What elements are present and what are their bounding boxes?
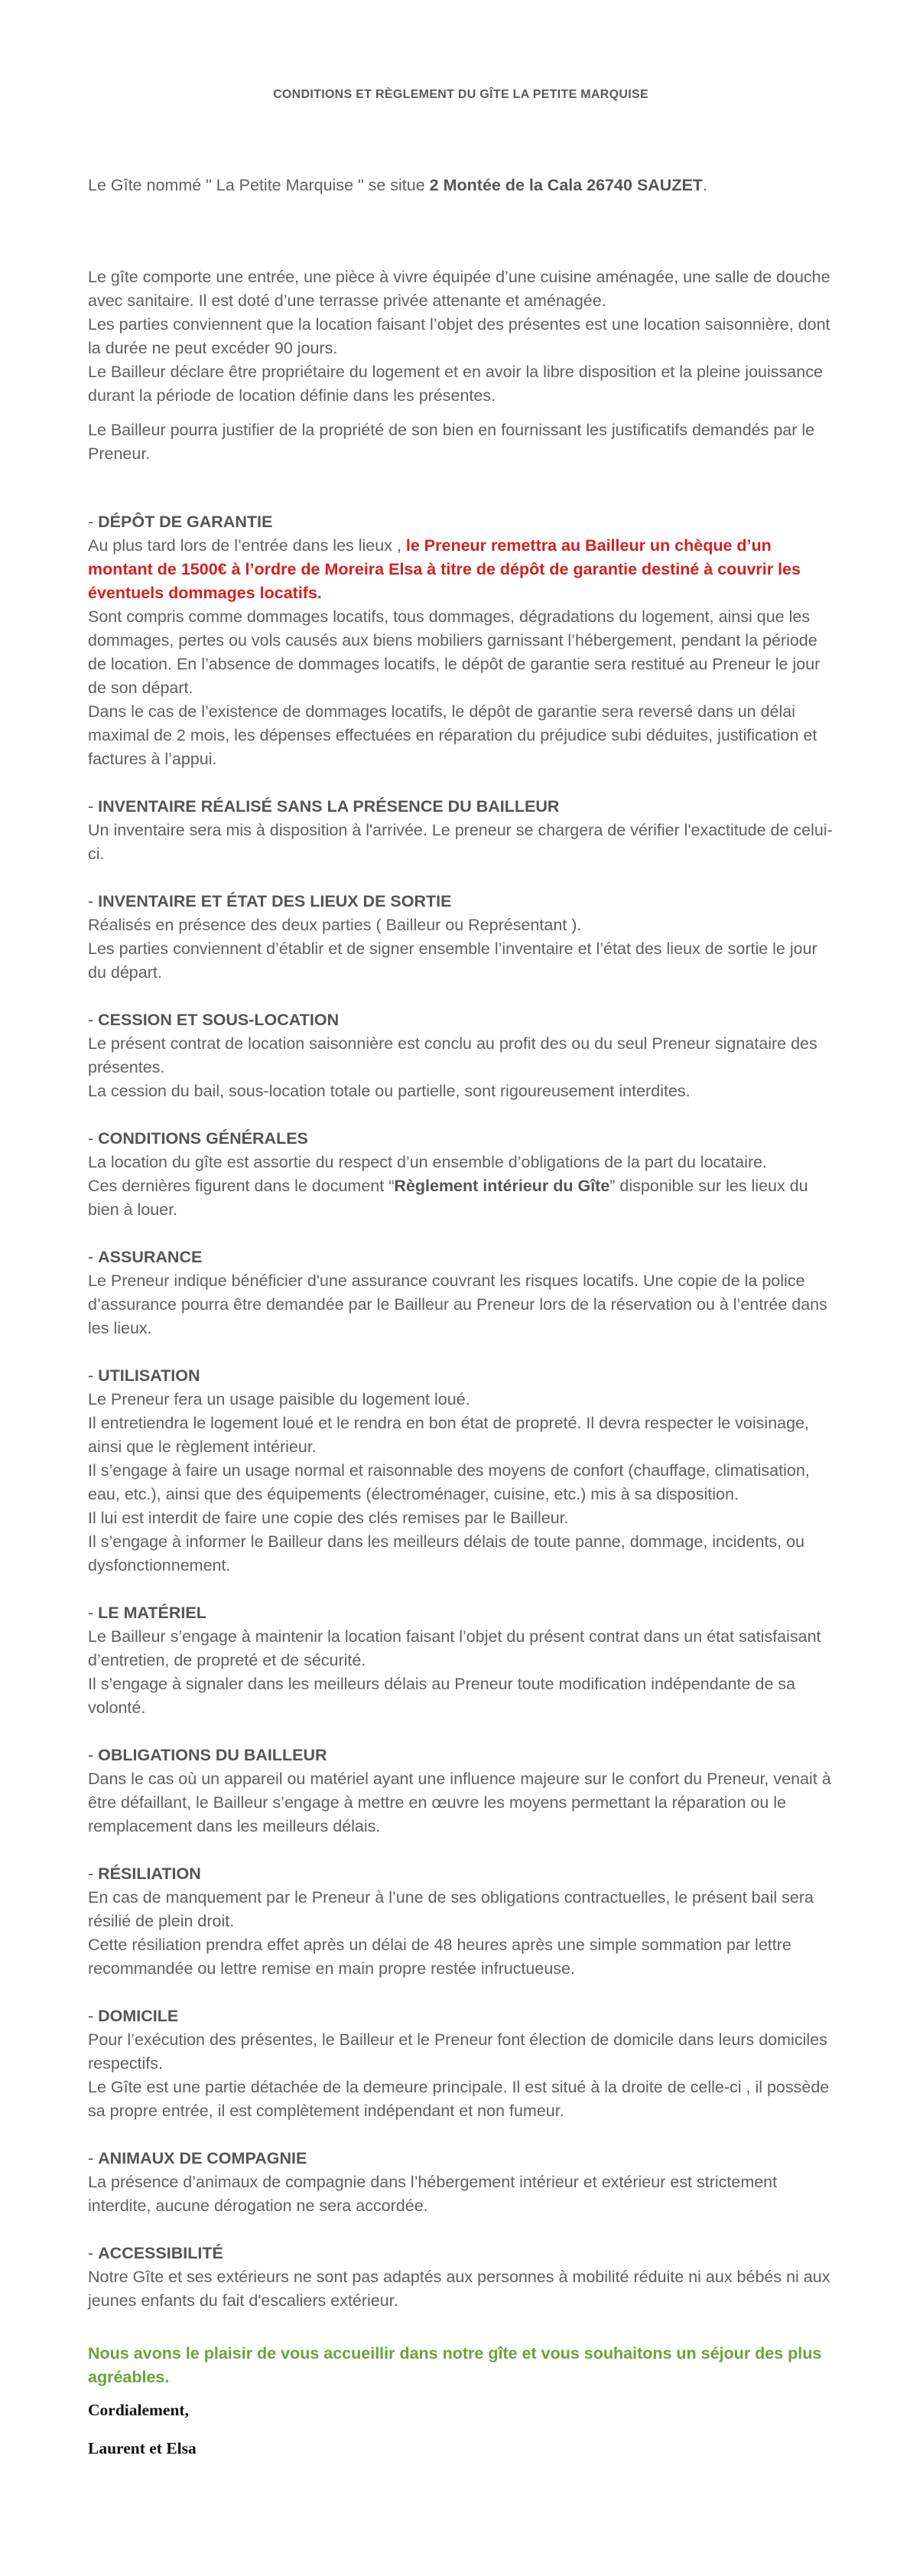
section-text: Dans le cas de l’existence de dommages locatifs, le dépôt de garantie sera reversé dans un délai maximal de 2 mois, les dépenses effectuées en réparation du préjudice subi déduites, justification et factures à l’appui. (88, 702, 817, 768)
section-equipment (88, 1601, 834, 1720)
section-termination (88, 1862, 834, 1981)
section-text: Les parties conviennent d’établir et de signer ensemble l’inventaire et l’état des lieux de sortie le jour du départ. (88, 940, 817, 982)
section-text: Pour l’exécution des présentes, le Bailleur et le Preneur font élection de domicile dans leurs domiciles respectifs. (88, 2031, 827, 2073)
section-pets (88, 2147, 834, 2218)
section-title: - DÉPÔT DE GARANTIE (88, 513, 273, 531)
ownership-proof-paragraph (88, 418, 834, 466)
section-landlord-obligations (88, 1744, 834, 1838)
sections (88, 510, 834, 2337)
section-text: Le Preneur indique bénéficier d'une assurance couvrant les risques locatifs. Une copie de la police d’assurance pourra être demandée par le Bailleur au Preneur lors de la réservation ou à l’entrée dans les lieux. (88, 1272, 827, 1337)
description-line: Les parties conviennent que la location faisant l’objet des présentes est une location saisonnière, dont la durée ne peut excéder 90 jours. (88, 315, 830, 357)
section-title: - INVENTAIRE ET ÉTAT DES LIEUX DE SORTIE (88, 892, 452, 910)
intro-text: Le Gîte nommé " La Petite Marquise " se situe (88, 176, 430, 194)
section-title: - RÉSILIATION (88, 1864, 201, 1883)
section-text: Dans le cas où un appareil ou matériel ayant une influence majeure sur le confort du Preneur, venait à être défaillant, le Bailleur s’engage à mettre en œuvre les moyens permettant la réparation ou le remplacement dans les meilleurs délais. (88, 1770, 831, 1835)
section-insurance (88, 1246, 834, 1340)
section-text: Réalisés en présence des deux parties ( Bailleur ou Représentant ). (88, 916, 582, 934)
section-title: - LE MATÉRIEL (88, 1604, 206, 1622)
section-title: - UTILISATION (88, 1366, 200, 1385)
description-line: Le Bailleur déclare être propriétaire du logement et en avoir la libre disposition et la pleine jouissance durant la période de location définie dans les présentes. (88, 363, 823, 405)
signoff: Cordialement, (88, 2401, 189, 2419)
section-text: Cette résiliation prendra effet après un délai de 48 heures après une simple sommation par lettre recommandée ou lettre remise en main propre restée infructueuse. (88, 1936, 791, 1978)
rules-document-name: Règlement intérieur du Gîte (394, 1177, 610, 1195)
section-general-conditions (88, 1127, 834, 1222)
section-text: Ces dernières figurent dans le document “Règlement intérieur du Gîte” disponible sur les lieux du bien à louer. (88, 1177, 808, 1219)
section-inventory (88, 795, 834, 866)
description-paragraph (88, 265, 834, 408)
section-text: La location du gîte est assortie du respect d’un ensemble d’obligations de la part du locataire. (88, 1153, 768, 1171)
closing-message: Nous avons le plaisir de vous accueillir dans notre gîte et vous souhaitons un séjour des plus agréables. (88, 2344, 822, 2386)
section-domicile (88, 2004, 834, 2123)
address: 2 Montée de la Cala 26740 SAUZET (429, 176, 703, 194)
section-text: La présence d’animaux de compagnie dans l’hébergement intérieur et extérieur est strictement interdite, aucune dérogation ne sera accordée. (88, 2173, 778, 2215)
section-title: - ASSURANCE (88, 1248, 203, 1266)
intro-paragraph (88, 174, 834, 197)
section-text: Sont compris comme dommages locatifs, tous dommages, dégradations du logement, ainsi que les dommages, pertes ou vols causés aux biens mobiliers garnissant l’hébergement, pendant la période de location. En l’absence de dommages locatifs, le dépôt de garantie sera restitué au Preneur le jour de son départ. (88, 607, 821, 697)
section-text: Notre Gîte et ses extérieurs ne sont pas adaptés aux personnes à mobilité réduite ni aux bébés ni aux jeunes enfants du fait d'escaliers extérieur. (88, 2268, 830, 2310)
section-title: - ACCESSIBILITÉ (88, 2244, 223, 2262)
section-text: En cas de manquement par le Preneur à l’une de ses obligations contractuelles, le présent bail sera résilié de plein droit. (88, 1888, 814, 1930)
section-text: Le Preneur fera un usage paisible du logement loué. (88, 1390, 470, 1408)
description-line: Le gîte comporte une entrée, une pièce à vivre équipée d’une cuisine aménagée, une salle de douche avec sanitaire. Il est doté d’une terrasse privée attenante et aménagée. (88, 268, 830, 310)
section-text: Le Bailleur s’engage à maintenir la location faisant l’objet du présent contrat dans un état satisfaisant d’entretien, de propreté et de sécurité. (88, 1627, 821, 1669)
section-text: Au plus tard lors de l’entrée dans les lieux , le Preneur remettra au Bailleur un chèque d’un montant de 1500€ à l’ordre de Moreira Elsa à titre de dépôt de garantie destiné à couvrir les éventuels dommages locatifs. (88, 536, 801, 602)
section-title: - OBLIGATIONS DU BAILLEUR (88, 1746, 327, 1764)
section-text: Le présent contrat de location saisonnière est conclu au profit des ou du seul Preneur signataire des présentes. (88, 1034, 817, 1076)
section-accessibility (88, 2242, 834, 2313)
ownership-proof-text: Le Bailleur pourra justifier de la propriété de son bien en fournissant les justificatifs demandés par le Preneur. (88, 421, 815, 463)
intro-end: . (702, 176, 707, 194)
document-title: CONDITIONS ET RÈGLEMENT DU GÎTE LA PETITE MARQUISE (273, 88, 648, 101)
deposit-highlight: le Preneur remettra au Bailleur un chèque d’un montant de 1500€ à l’ordre de Moreira Elsa à titre de dépôt de garantie destiné à couvrir les éventuels dommages locatifs. (88, 536, 801, 602)
section-text: Il entretiendra le logement loué et le rendra en bon état de propreté. Il devra respecter le voisinage, ainsi que le règlement intérieur. (88, 1414, 809, 1456)
section-usage (88, 1364, 834, 1578)
section-text: Il s’engage à informer le Bailleur dans les meilleurs délais de toute panne, dommage, incidents, ou dysfonctionnement. (88, 1532, 804, 1575)
section-text: Il lui est interdit de faire une copie des clés remises par le Bailleur. (88, 1509, 569, 1527)
section-title: - INVENTAIRE RÉALISÉ SANS LA PRÉSENCE DU BAILLEUR (88, 797, 560, 816)
section-deposit (88, 510, 834, 771)
section-text: Il s’engage à signaler dans les meilleurs délais au Preneur toute modification indépendante de sa volonté. (88, 1675, 796, 1717)
signature: Laurent et Elsa (88, 2439, 197, 2457)
section-cession (88, 1008, 834, 1103)
section-text: Il s’engage à faire un usage normal et raisonnable des moyens de confort (chauffage, climatisation, eau, etc.), ainsi que des équipements (électroménager, cuisine, etc.) mis à sa disposition. (88, 1461, 810, 1503)
section-exit-state (88, 890, 834, 985)
section-text: Le Gîte est une partie détachée de la demeure principale. Il est situé à la droite de celle-ci , il possède sa propre entrée, il est complètement indépendant et non fumeur. (88, 2078, 830, 2120)
section-text: Un inventaire sera mis à disposition à l'arrivée. Le preneur se chargera de vérifier l'exactitude de celui-ci. (88, 821, 833, 863)
section-title: - CESSION ET SOUS-LOCATION (88, 1011, 340, 1029)
section-text: La cession du bail, sous-location totale ou partielle, sont rigoureusement interdites. (88, 1082, 691, 1100)
section-title: - ANIMAUX DE COMPAGNIE (88, 2149, 307, 2167)
section-title: - DOMICILE (88, 2007, 179, 2025)
section-title: - CONDITIONS GÉNÉRALES (88, 1129, 308, 1148)
